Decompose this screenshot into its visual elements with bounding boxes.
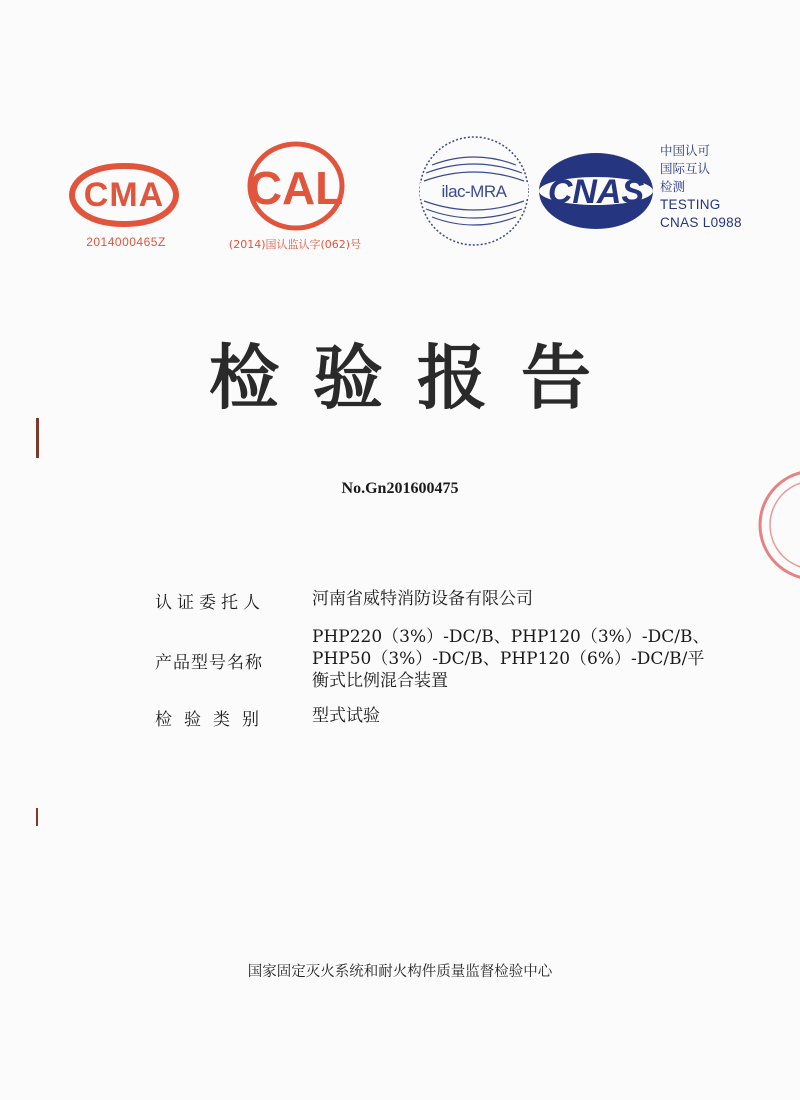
cnas-cn-line-3: 检测 bbox=[660, 179, 686, 194]
cnas-logo bbox=[536, 150, 656, 232]
margin-mark bbox=[36, 418, 39, 458]
cal-logo bbox=[246, 140, 346, 232]
cnas-en-line-1: TESTING bbox=[660, 197, 721, 212]
product-label: 产品型号名称 bbox=[155, 653, 263, 673]
cma-number: 2014000465Z bbox=[86, 235, 166, 249]
seal-arc bbox=[752, 460, 800, 590]
cnas-logo-text: CNAS bbox=[547, 173, 645, 211]
report-title: 检验报告 bbox=[209, 337, 625, 419]
cma-logo-graphic bbox=[68, 160, 180, 230]
cma-logo-text: CMA bbox=[83, 176, 165, 214]
product-line-3: 衡式比例混合装置 bbox=[312, 671, 448, 691]
report-number: No.Gn201600475 bbox=[341, 480, 459, 497]
issuing-organization: 国家固定灭火系统和耐火构件质量监督检验中心 bbox=[247, 964, 553, 980]
product-value bbox=[312, 626, 767, 692]
inspection-type-label: 检验类别 bbox=[155, 710, 271, 730]
ilac-logo-text: ilac-MRA bbox=[441, 182, 507, 201]
cnas-accreditation-text bbox=[660, 142, 770, 232]
cnas-en-line-2: CNAS L0988 bbox=[660, 215, 742, 230]
cma-logo bbox=[68, 160, 180, 230]
cal-number: (2014)国认监认字(062)号 bbox=[228, 238, 362, 251]
inspection-type-value: 型式试验 bbox=[312, 706, 380, 726]
cnas-cn-line-2: 国际互认 bbox=[660, 161, 711, 176]
cnas-logo-graphic bbox=[536, 150, 656, 232]
client-label: 认证委托人 bbox=[155, 593, 265, 613]
cal-logo-text: CAL bbox=[248, 162, 344, 214]
ilac-logo-graphic bbox=[418, 135, 530, 247]
margin-mark bbox=[36, 808, 38, 826]
product-line-2: PHP50（3%）-DC/B、PHP120（6%）-DC/B/平 bbox=[312, 649, 705, 669]
ilac-mra-logo bbox=[418, 135, 530, 247]
cal-logo-graphic bbox=[246, 140, 346, 232]
product-line-1: PHP220（3%）-DC/B、PHP120（3%）-DC/B、 bbox=[312, 627, 710, 647]
cnas-cn-line-1: 中国认可 bbox=[660, 143, 711, 158]
red-seal-fragment bbox=[752, 460, 800, 590]
client-value: 河南省威特消防设备有限公司 bbox=[312, 589, 533, 609]
